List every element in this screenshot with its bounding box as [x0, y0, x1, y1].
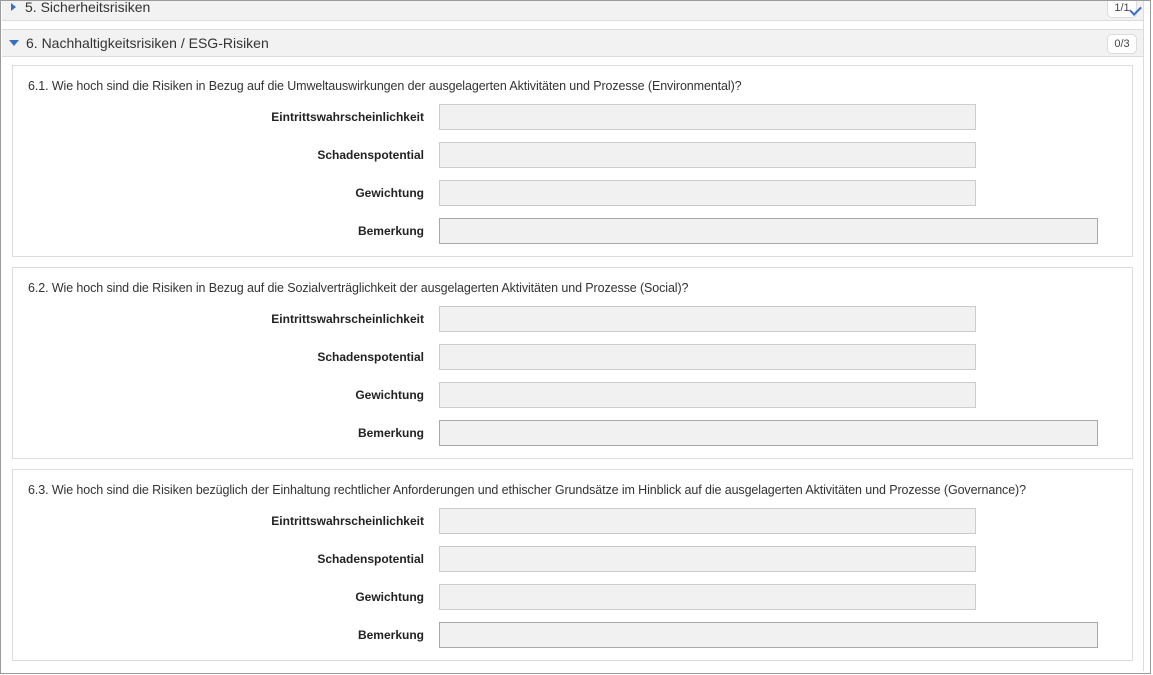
question-text: 6.1. Wie hoch sind die Risiken in Bezug auf die Umweltauswirkungen der ausgelagerten Aktivitäten und Prozesse (Environmental)?	[28, 79, 742, 93]
schadenspotential-field[interactable]	[439, 344, 976, 370]
field-row	[28, 419, 1117, 447]
section-title: 6. Nachhaltigkeitsrisiken / ESG-Risiken	[26, 35, 269, 51]
field-row	[28, 343, 1117, 371]
section-header-sicherheitsrisiken[interactable]	[2, 0, 1143, 21]
field-row	[28, 545, 1117, 573]
eintrittswahrscheinlichkeit-field[interactable]	[439, 306, 976, 332]
chevron-down-icon	[9, 40, 19, 46]
field-label: Eintrittswahrscheinlichkeit	[271, 312, 424, 326]
schadenspotential-field[interactable]	[439, 142, 976, 168]
field-label: Schadenspotential	[317, 148, 424, 162]
section-title: 5. Sicherheitsrisiken	[25, 0, 151, 15]
bemerkung-field[interactable]	[439, 218, 1098, 244]
gewichtung-field[interactable]	[439, 180, 976, 206]
progress-badge: 0/3	[1107, 34, 1137, 54]
bemerkung-field[interactable]	[439, 622, 1098, 648]
field-row	[28, 305, 1117, 333]
eintrittswahrscheinlichkeit-field[interactable]	[439, 508, 976, 534]
question-text: 6.2. Wie hoch sind die Risiken in Bezug auf die Sozialverträglichkeit der ausgelagerten Aktivitäten und Prozesse (Social)?	[28, 281, 689, 295]
field-row	[28, 217, 1117, 245]
question-text: 6.3. Wie hoch sind die Risiken bezüglich der Einhaltung rechtlicher Anforderungen und ethischer Grundsätze im Hinblick auf die ausgelagerten Aktivitäten und Prozesse (Governance)?	[28, 483, 1026, 497]
field-label: Bemerkung	[357, 628, 424, 642]
field-label: Eintrittswahrscheinlichkeit	[271, 110, 424, 124]
section-body-esg	[2, 57, 1143, 661]
section-header-esg-risiken[interactable]	[2, 29, 1143, 57]
gewichtung-field[interactable]	[439, 382, 976, 408]
field-label: Gewichtung	[355, 388, 424, 402]
field-label: Schadenspotential	[317, 552, 424, 566]
field-row	[28, 507, 1117, 535]
field-row	[28, 103, 1117, 131]
bemerkung-field[interactable]	[439, 420, 1098, 446]
question-card	[12, 469, 1133, 661]
question-card	[12, 65, 1133, 257]
eintrittswahrscheinlichkeit-field[interactable]	[439, 104, 976, 130]
field-label: Bemerkung	[357, 426, 424, 440]
gewichtung-field[interactable]	[439, 584, 976, 610]
field-row	[28, 179, 1117, 207]
field-row	[28, 583, 1117, 611]
form-content	[2, 0, 1144, 671]
field-label: Gewichtung	[355, 590, 424, 604]
field-label: Eintrittswahrscheinlichkeit	[271, 514, 424, 528]
field-row	[28, 621, 1117, 649]
field-row	[28, 381, 1117, 409]
question-card	[12, 267, 1133, 459]
field-label: Gewichtung	[355, 186, 424, 200]
field-row	[28, 141, 1117, 169]
progress-badge: 1/1	[1107, 0, 1137, 18]
field-label: Bemerkung	[357, 224, 424, 238]
chevron-right-icon	[11, 3, 16, 11]
field-label: Schadenspotential	[317, 350, 424, 364]
schadenspotential-field[interactable]	[439, 546, 976, 572]
